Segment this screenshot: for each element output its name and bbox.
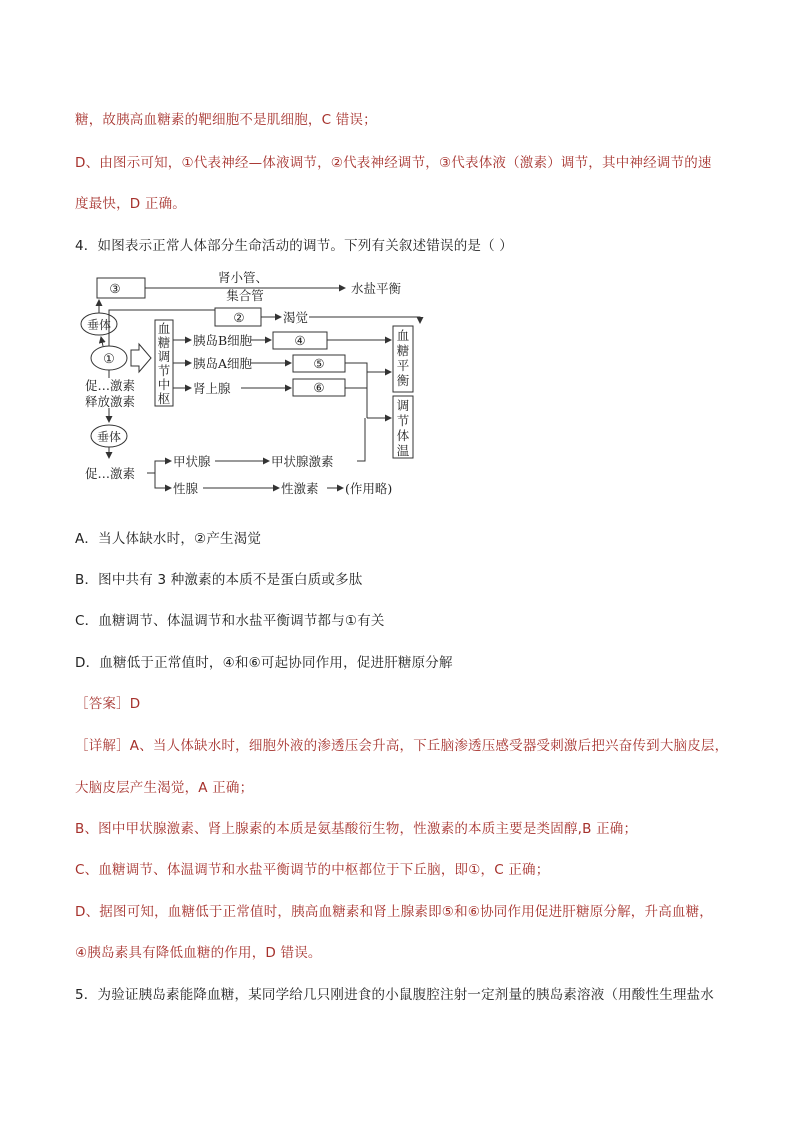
label-pituitary-top: 垂体 (86, 318, 112, 332)
label-water-salt: 水盐平衡 (351, 281, 402, 296)
label-kidney-2: 集合管 (226, 288, 264, 303)
option-d: D．血糖低于正常值时，④和⑥可起协同作用，促进肝糖原分解 (75, 655, 453, 671)
glucose-char-3: 平 (396, 358, 410, 373)
label-islet-a: 胰岛A细胞 (193, 356, 253, 371)
option-a: A．当人体缺水时，②产生渴觉 (75, 531, 262, 547)
text-line-3: 度最快，D 正确。 (75, 196, 186, 212)
label-releasing-2: 释放激素 (85, 394, 136, 409)
label-box-2: ② (233, 310, 245, 325)
text-line-2: D、由图示可知，①代表神经—体液调节，②代表神经调节，③代表体液（激素）调节，其中神经调节的速 (75, 155, 712, 171)
label-circle-1: ① (103, 352, 115, 367)
answer-line: ［答案］D (75, 696, 141, 712)
temp-char-3: 体 (396, 428, 410, 443)
box-3 (97, 278, 145, 298)
label-gonad: 性腺 (173, 481, 199, 496)
hollow-arrow (131, 344, 151, 372)
center-char-4: 节 (157, 363, 171, 378)
temp-char-2: 节 (396, 413, 410, 428)
label-thyroid: 甲状腺 (173, 454, 211, 469)
label-effect-omitted: (作用略) (345, 481, 393, 496)
regulation-diagram (75, 268, 435, 508)
label-box-6: ⑥ (313, 380, 325, 395)
label-releasing-1: 促…激素 (85, 378, 136, 393)
glucose-char-1: 血 (396, 328, 410, 343)
glucose-char-4: 衡 (396, 373, 410, 388)
option-b: B．图中共有 3 种激素的本质不是蛋白质或多肽 (75, 572, 363, 588)
label-box-3: ③ (109, 281, 121, 296)
explanation-line-4: C、血糖调节、体温调节和水盐平衡调节的中枢都位于下丘脑，即①，C 正确； (75, 862, 550, 878)
label-thirst: 渴觉 (283, 310, 309, 325)
center-char-5: 中 (157, 377, 171, 392)
option-c: C．血糖调节、体温调节和水盐平衡调节都与①有关 (75, 613, 385, 629)
label-sex-hormone: 性激素 (281, 481, 319, 496)
question-5-stem: 5．为验证胰岛素能降血糖，某同学给几只刚进食的小鼠腹腔注射一定剂量的胰岛素溶液（用酸性生理盐水 (75, 987, 714, 1003)
temp-char-4: 温 (396, 443, 410, 458)
explanation-line-1: ［详解］A、当人体缺水时，细胞外液的渗透压会升高，下丘脑渗透压感受器受刺激后把兴奋传到大脑皮层， (75, 738, 729, 754)
temp-char-1: 调 (396, 398, 410, 413)
explanation-line-2: 大脑皮层产生渴觉，A 正确； (75, 780, 254, 796)
center-char-3: 调 (157, 349, 171, 364)
label-adrenal: 肾上腺 (193, 381, 231, 396)
explanation-line-3: B、图中甲状腺激素、肾上腺素的本质是氨基酸衍生物，性激素的本质主要是类固醇,B 正确； (75, 821, 638, 837)
center-char-6: 枢 (157, 391, 171, 406)
label-kidney-1: 肾小管、 (217, 270, 269, 285)
label-pituitary-bottom: 垂体 (96, 430, 122, 444)
question-4-stem: 4．如图表示正常人体部分生命活动的调节。下列有关叙述错误的是（ ） (75, 238, 513, 254)
label-thyroid-hormone: 甲状腺激素 (271, 454, 334, 469)
center-char-1: 血 (157, 321, 171, 336)
glucose-char-2: 糖 (396, 343, 410, 358)
label-box-4: ④ (294, 333, 306, 348)
explanation-line-5: D、据图可知，血糖低于正常值时，胰高血糖素和肾上腺素即⑤和⑥协同作用促进肝糖原分解，升高血糖， (75, 904, 713, 920)
label-box-5: ⑤ (313, 356, 325, 371)
text-line-1: 糖，故胰高血糖素的靶细胞不是肌细胞，C 错误； (75, 112, 377, 128)
explanation-line-6: ④胰岛素具有降低血糖的作用，D 错误。 (75, 945, 322, 961)
label-islet-b: 胰岛B细胞 (193, 333, 253, 348)
center-char-2: 糖 (157, 335, 171, 350)
label-stimulating: 促…激素 (85, 466, 136, 481)
